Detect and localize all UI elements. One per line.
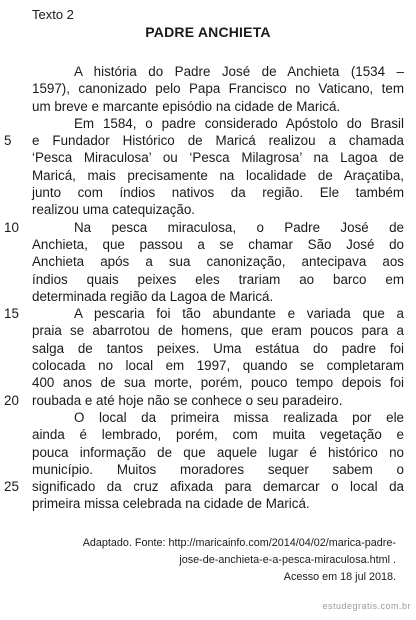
text-line: índios quais peixes eles trariam ao barco em <box>32 271 404 287</box>
text-line <box>4 219 404 236</box>
source-line: jose-de-anchieta-e-a-pesca-miraculosa.html . <box>179 554 396 566</box>
text-line: O local da primeira missa realizada por ele <box>74 409 404 425</box>
line-text: e Fundador Histórico de Maricá realizou a chamada <box>32 133 404 149</box>
line-text: significado da cruz afixada para demarcar o local da <box>32 479 404 495</box>
line-text: roubada e até hoje não se conhece o seu paradeiro. <box>32 392 343 408</box>
line-text: A pescaria foi tão abundante e variada que a <box>74 306 404 322</box>
text-line <box>4 305 404 322</box>
text-line: pouca informação de que aquele lugar é histórico no <box>32 444 404 460</box>
text-line <box>4 392 404 409</box>
source-line: Acesso em 18 jul 2018. <box>283 571 396 583</box>
source-citation <box>83 535 396 586</box>
line-number: 20 <box>4 392 19 408</box>
text-line: junto com índios nativos da região. Ele também <box>32 185 404 201</box>
text-line: determinada região da Lagoa de Maricá. <box>32 288 274 304</box>
text-line: 1597), canonizado pelo Papa Francisco no Vaticano, tem <box>32 81 404 97</box>
text-line: Anchieta, que passou a se chamar São José do <box>32 236 404 252</box>
text-line: ‘Pesca Miraculosa’ ou ‘Pesca Milagrosa’ na Lagoa de <box>32 150 404 166</box>
line-number: 10 <box>4 219 19 235</box>
line-number: 25 <box>4 479 19 495</box>
source-line: Adaptado. Fonte: http://maricainfo.com/2014/04/02/marica-padre- <box>82 537 396 549</box>
text-line: município. Muitos moradores sequer sabem o <box>32 461 404 477</box>
text-line: colocada no local em 1997, quando se completaram <box>32 358 404 374</box>
line-number: 5 <box>4 133 12 149</box>
line-number: 15 <box>4 306 19 322</box>
watermark: estudegratis.com.br <box>322 601 411 611</box>
text-line: ainda é lembrado, porém, com muita vegetação e <box>32 427 404 443</box>
text-line: Em 1584, o padre considerado Apóstolo do Brasil <box>74 115 404 131</box>
text-line: A história do Padre José de Anchieta (1534 – <box>74 64 404 79</box>
text-line: primeira missa celebrada na cidade de Maricá. <box>32 496 310 512</box>
text-line <box>4 478 404 495</box>
text-line: um breve e marcante episódio na cidade de Maricá. <box>32 98 341 114</box>
text-line: praia se abarrotou de homens, que eram poucos para a <box>32 323 404 339</box>
text-label: Texto 2 <box>32 7 74 22</box>
text-line: salga de tantos peixes. Uma estátua do padre foi <box>32 340 404 356</box>
text-line: Anchieta após a sua canonização, antecipava aos <box>32 254 404 270</box>
text-line: realizou uma catequização. <box>32 202 196 218</box>
page-title: PADRE ANCHIETA <box>145 24 271 40</box>
text-line: 400 anos de sua morte, porém, pouco tempo depois foi <box>32 375 404 391</box>
text-line: Maricá, mais precisamente na localidade de Araçatiba, <box>32 167 404 183</box>
line-text: Na pesca miraculosa, o Padre José de <box>74 219 404 235</box>
text-line <box>4 132 404 149</box>
text-body <box>4 63 404 513</box>
